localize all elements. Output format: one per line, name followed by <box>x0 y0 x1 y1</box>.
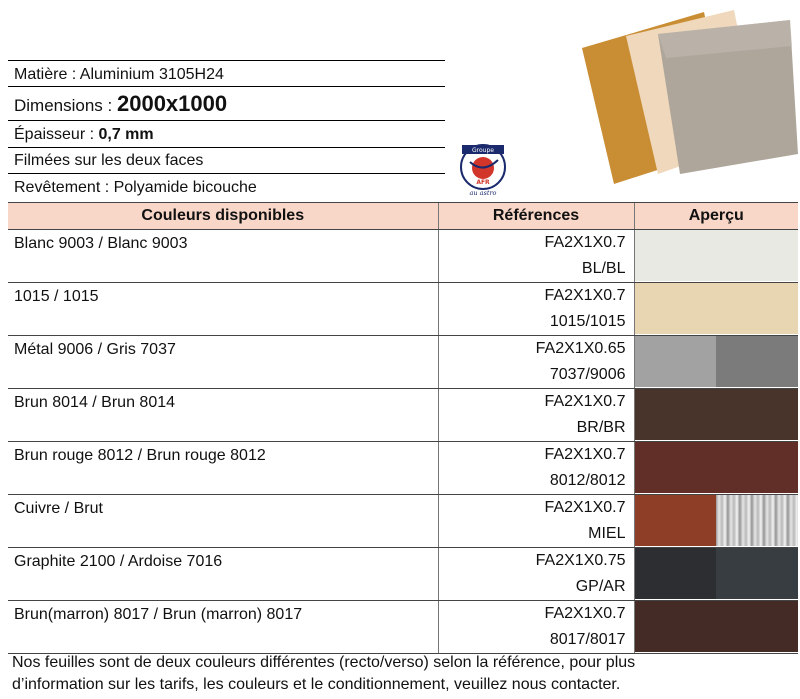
swatch-verso <box>716 495 798 546</box>
color-name: Graphite 2100 / Ardoise 7016 <box>8 548 438 601</box>
spec-dimensions-label: Dimensions : <box>14 96 117 115</box>
table-row <box>8 442 798 495</box>
reference-cell <box>438 283 634 336</box>
reference-line1: FA2X1X0.7 <box>544 499 626 516</box>
preview-cell <box>634 283 798 336</box>
header-apercu: Aperçu <box>634 203 798 230</box>
reference-line1: FA2X1X0.7 <box>544 234 626 251</box>
table-row <box>8 283 798 336</box>
spec-dimensions-value: 2000x1000 <box>116 91 228 116</box>
swatch-recto <box>635 495 717 546</box>
swatch-verso <box>716 389 798 440</box>
spec-matiere <box>8 60 445 87</box>
swatch-verso <box>716 548 798 599</box>
color-name: Cuivre / Brut <box>8 495 438 548</box>
swatch-recto <box>635 442 717 493</box>
spec-dimensions <box>8 87 445 121</box>
reference-cell <box>438 548 634 601</box>
reference-line2: GP/AR <box>575 578 626 595</box>
table-row <box>8 548 798 601</box>
color-name: Métal 9006 / Gris 7037 <box>8 336 438 389</box>
swatch-recto <box>635 601 717 652</box>
table-row <box>8 336 798 389</box>
preview-cell <box>634 495 798 548</box>
preview-cell <box>634 230 798 283</box>
reference-line2: 8017/8017 <box>549 631 626 648</box>
reference-line2: 1015/1015 <box>549 313 626 330</box>
table-header-row <box>8 203 798 230</box>
reference-line2: BR/BR <box>576 419 626 436</box>
swatch-verso <box>716 601 798 652</box>
reference-cell <box>438 495 634 548</box>
spec-epaisseur-value: 0,7 mm <box>98 126 154 143</box>
preview-cell <box>634 442 798 495</box>
table-row <box>8 230 798 283</box>
swatch-verso <box>716 283 798 334</box>
swatch-verso <box>716 230 798 281</box>
aluminium-sheets-image <box>576 6 798 186</box>
reference-line1: FA2X1X0.7 <box>544 393 626 410</box>
reference-line2: 8012/8012 <box>549 472 626 489</box>
reference-cell <box>438 336 634 389</box>
reference-line2: MIEL <box>588 525 626 542</box>
table-row <box>8 601 798 654</box>
reference-cell <box>438 601 634 654</box>
preview-cell <box>634 601 798 654</box>
color-name: 1015 / 1015 <box>8 283 438 336</box>
swatch-recto <box>635 230 717 281</box>
footer-note-line2: d’information sur les tarifs, les couleurs et le conditionnement, veuillez nous contacter. <box>12 676 621 693</box>
color-name: Blanc 9003 / Blanc 9003 <box>8 230 438 283</box>
footer-note-line1: Nos feuilles sont de deux couleurs différentes (recto/verso) selon la référence, pour plus <box>12 654 636 671</box>
table-row <box>8 495 798 548</box>
swatch-recto <box>635 336 717 387</box>
svg-text:AFR: AFR <box>476 179 490 186</box>
company-logo-icon <box>452 140 514 198</box>
color-name: Brun 8014 / Brun 8014 <box>8 389 438 442</box>
table-row <box>8 389 798 442</box>
reference-cell <box>438 230 634 283</box>
reference-cell <box>438 442 634 495</box>
footer-note <box>12 652 792 696</box>
spec-epaisseur <box>8 121 445 148</box>
color-name: Brun rouge 8012 / Brun rouge 8012 <box>8 442 438 495</box>
swatch-recto <box>635 283 717 334</box>
spec-epaisseur-label: Épaisseur : <box>14 126 99 143</box>
reference-line1: FA2X1X0.75 <box>535 552 626 569</box>
reference-line1: FA2X1X0.7 <box>544 446 626 463</box>
preview-cell <box>634 336 798 389</box>
reference-line1: FA2X1X0.7 <box>544 287 626 304</box>
spec-revetement <box>8 174 445 202</box>
spec-filmees <box>8 148 445 174</box>
spec-filmees-text: Filmées sur les deux faces <box>14 152 204 169</box>
spec-revetement-text: Revêtement : Polyamide bicouche <box>14 179 257 196</box>
reference-line2: 7037/9006 <box>549 366 626 383</box>
swatch-recto <box>635 389 717 440</box>
preview-cell <box>634 548 798 601</box>
preview-cell <box>634 389 798 442</box>
swatch-recto <box>635 548 717 599</box>
reference-line1: FA2X1X0.7 <box>544 605 626 622</box>
header-references: Références <box>438 203 634 230</box>
spec-matiere-text: Matière : Aluminium 3105H24 <box>14 66 224 83</box>
svg-text:Groupe: Groupe <box>472 147 494 154</box>
svg-text:au astro: au astro <box>469 189 497 197</box>
reference-line1: FA2X1X0.65 <box>535 340 626 357</box>
header-couleurs: Couleurs disponibles <box>8 203 438 230</box>
color-name: Brun(marron) 8017 / Brun (marron) 8017 <box>8 601 438 654</box>
swatch-verso <box>716 336 798 387</box>
swatch-verso <box>716 442 798 493</box>
reference-line2: BL/BL <box>581 260 626 277</box>
colors-table <box>8 202 798 654</box>
reference-cell <box>438 389 634 442</box>
